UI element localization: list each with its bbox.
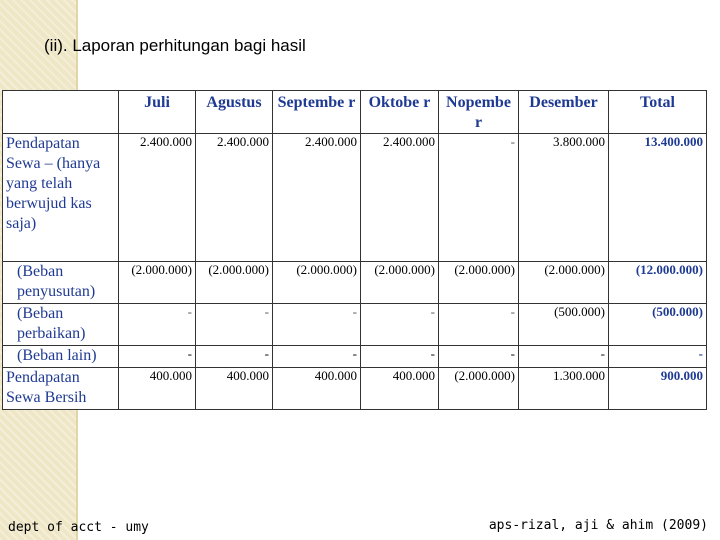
- table-row: [3, 346, 707, 368]
- row-label: (Beban lain): [3, 346, 119, 368]
- row-label: Pendapatan Sewa Bersih: [3, 368, 119, 410]
- table-cell: -: [439, 304, 519, 346]
- table-cell: -: [361, 304, 439, 346]
- table-cell: -: [196, 304, 273, 346]
- row-label: (Beban perbaikan): [3, 304, 119, 346]
- row-label: Pendapatan Sewa – (hanya yang telah berwujud kas saja): [3, 134, 119, 262]
- table-cell: 400.000: [273, 368, 361, 410]
- table-cell: -: [361, 346, 439, 368]
- total-cell: 900.000: [609, 368, 707, 410]
- footer-department: dept of acct - umy: [8, 520, 149, 535]
- header-cell: Septembe r: [273, 91, 361, 134]
- table-row: [3, 262, 707, 304]
- table-row: [3, 368, 707, 410]
- header-cell: Agustus: [196, 91, 273, 134]
- table-cell: -: [439, 134, 519, 262]
- total-cell: (12.000.000): [609, 262, 707, 304]
- table-cell: 2.400.000: [196, 134, 273, 262]
- total-cell: (500.000): [609, 304, 707, 346]
- table-cell: (2.000.000): [439, 368, 519, 410]
- header-cell: Desember: [519, 91, 609, 134]
- table-cell: 2.400.000: [119, 134, 196, 262]
- table-cell: 2.400.000: [361, 134, 439, 262]
- header-cell: Oktobe r: [361, 91, 439, 134]
- row-label: (Beban penyusutan): [3, 262, 119, 304]
- table-cell: (2.000.000): [519, 262, 609, 304]
- table-cell: 2.400.000: [273, 134, 361, 262]
- table-cell: -: [119, 304, 196, 346]
- header-cell: Total: [609, 91, 707, 134]
- table-cell: -: [519, 346, 609, 368]
- table-cell: 400.000: [119, 368, 196, 410]
- table-cell: -: [273, 304, 361, 346]
- table-cell: -: [439, 346, 519, 368]
- page-title: (ii). Laporan perhitungan bagi hasil: [44, 36, 306, 55]
- table-cell: 3.800.000: [519, 134, 609, 262]
- profit-sharing-table: [2, 90, 707, 410]
- footer-authors: aps-rizal, aji & ahim (2009): [488, 518, 708, 533]
- table-cell: -: [119, 346, 196, 368]
- table-cell: -: [196, 346, 273, 368]
- table-row: [3, 134, 707, 262]
- table-cell: (2.000.000): [119, 262, 196, 304]
- table-cell: (2.000.000): [439, 262, 519, 304]
- header-cell: Nopembe r: [439, 91, 519, 134]
- table-row: [3, 304, 707, 346]
- table-cell: 400.000: [196, 368, 273, 410]
- table-cell: 400.000: [361, 368, 439, 410]
- table-cell: (2.000.000): [361, 262, 439, 304]
- total-cell: -: [609, 346, 707, 368]
- table-cell: -: [273, 346, 361, 368]
- total-cell: 13.400.000: [609, 134, 707, 262]
- table-cell: (2.000.000): [196, 262, 273, 304]
- header-cell: [3, 91, 119, 134]
- header-row: [3, 91, 707, 134]
- header-cell: Juli: [119, 91, 196, 134]
- table-cell: 1.300.000: [519, 368, 609, 410]
- table-cell: (2.000.000): [273, 262, 361, 304]
- table-cell: (500.000): [519, 304, 609, 346]
